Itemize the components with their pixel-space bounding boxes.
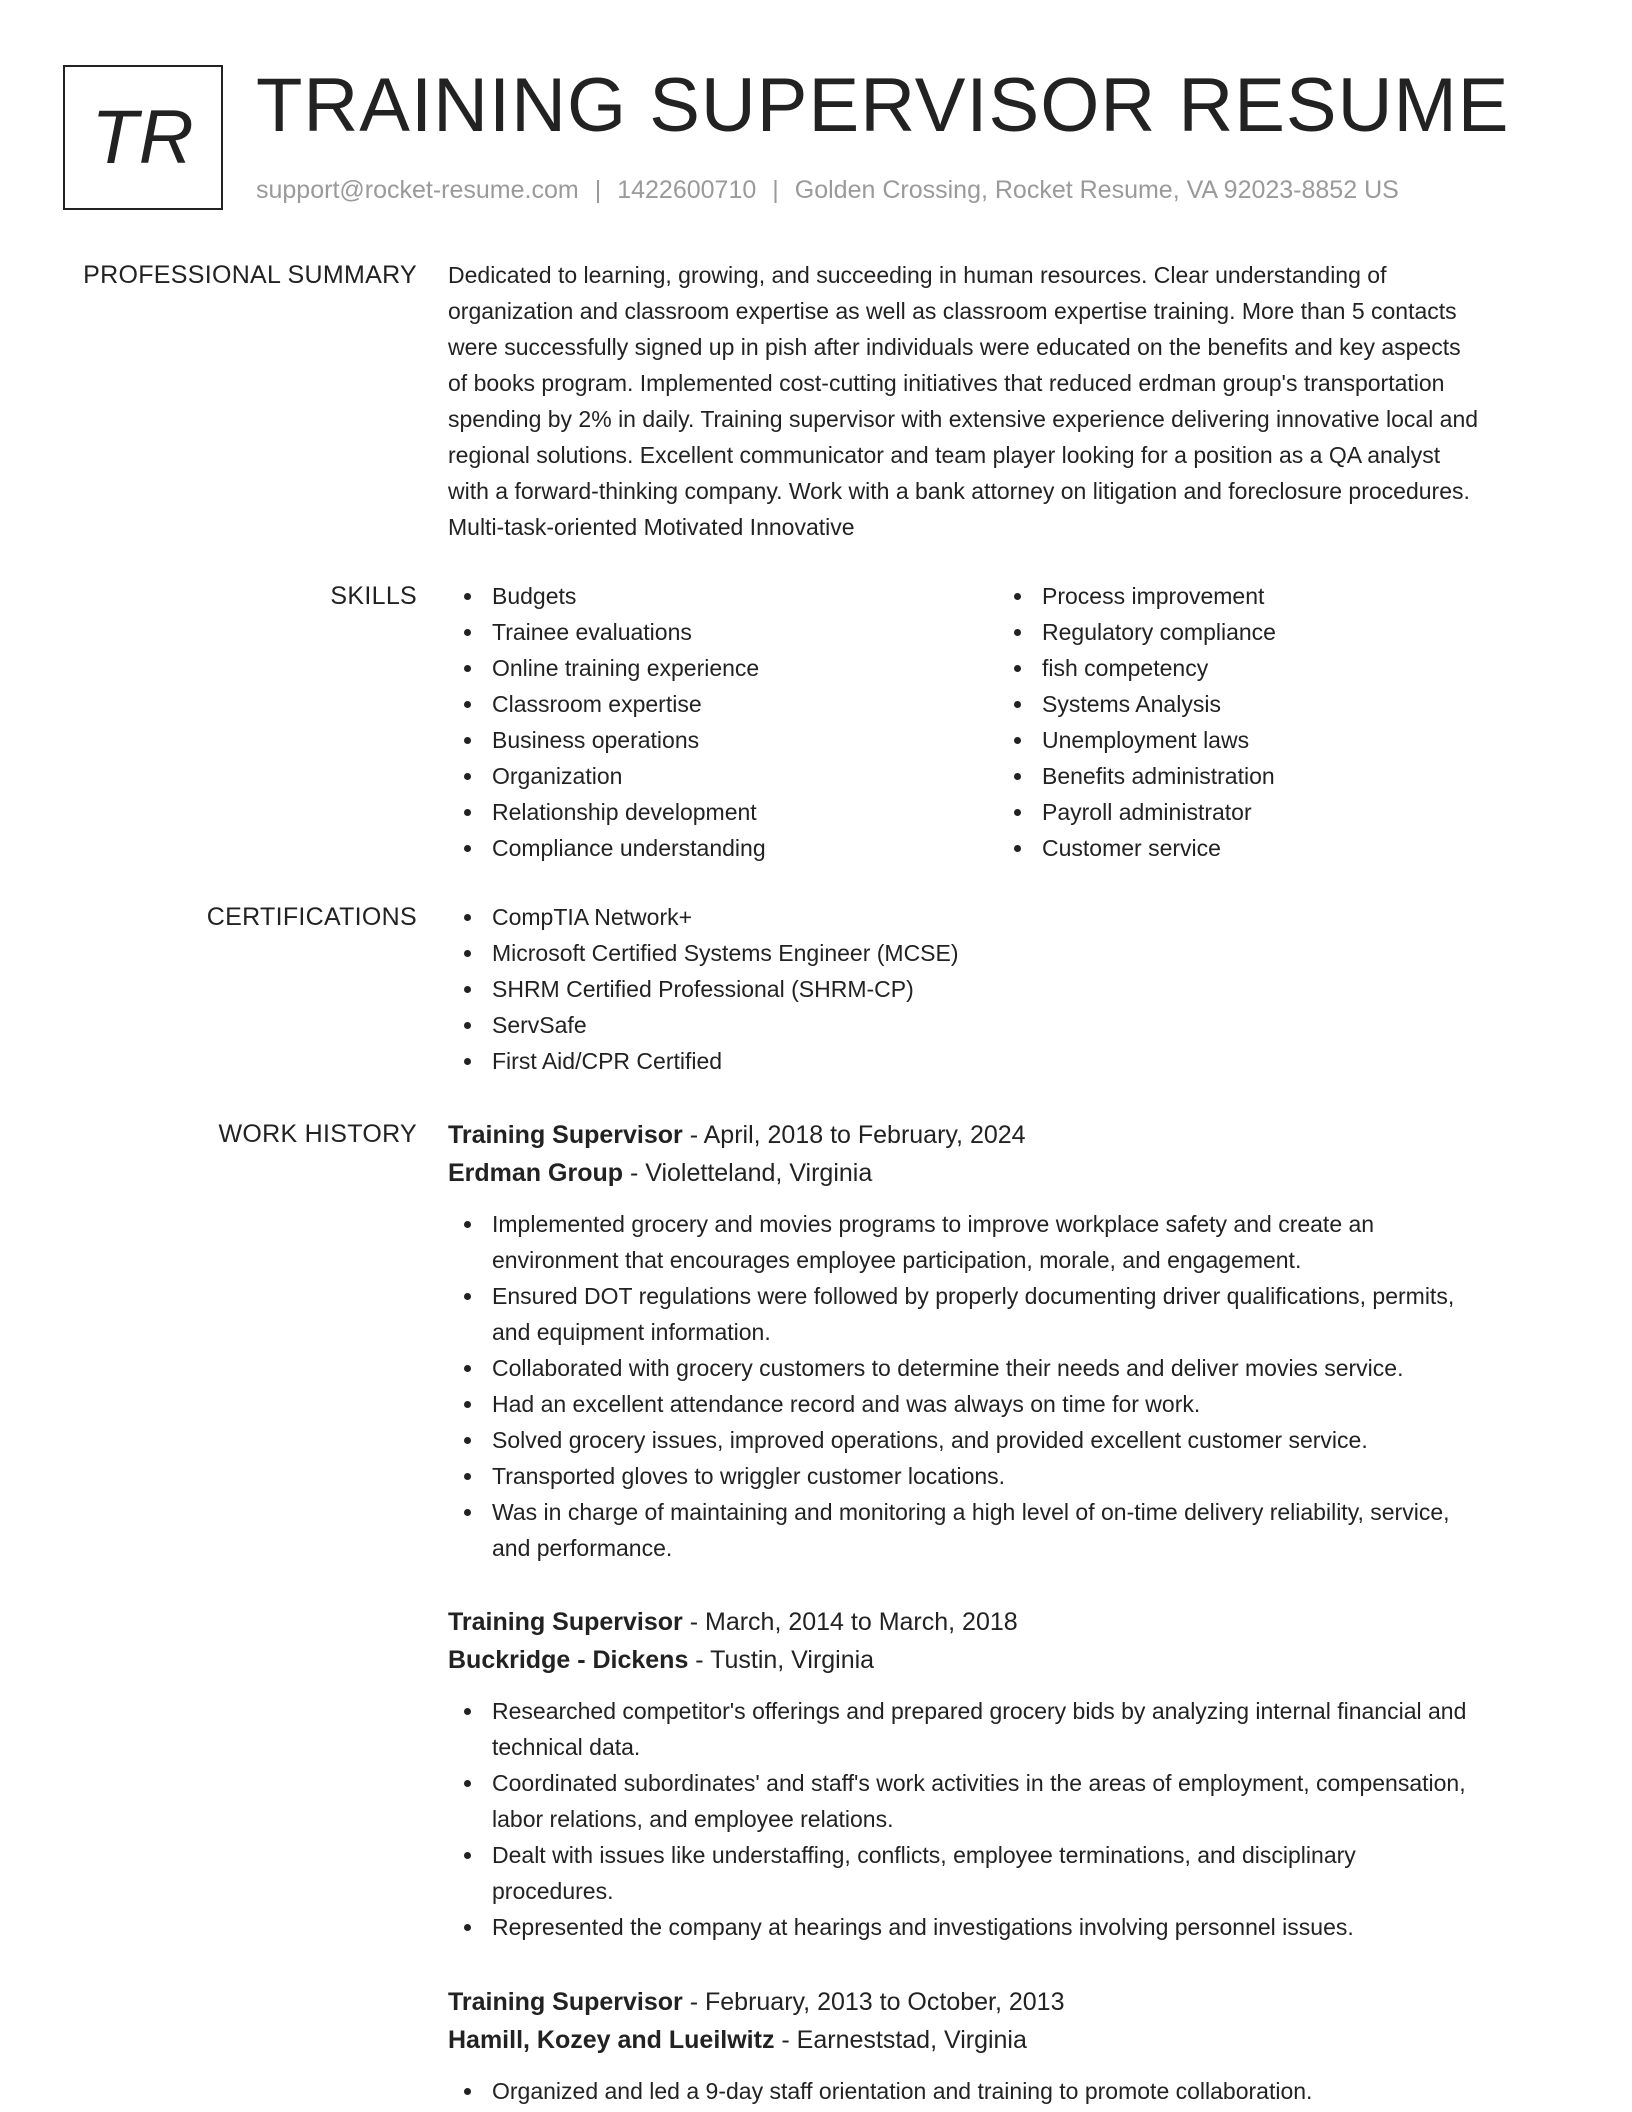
skill-item: Compliance understanding [448, 830, 998, 866]
skill-item: Budgets [448, 578, 998, 614]
job-title: Training Supervisor [448, 1988, 683, 2016]
resume-title: TRAINING SUPERVISOR RESUME [256, 63, 1510, 148]
section-label: WORK HISTORY [218, 1120, 417, 1148]
skills-column-right [998, 578, 1548, 866]
section-label: SKILLS [330, 582, 417, 610]
summary-line: Dedicated to learning, growing, and succeeding in human resources. Clear understanding of [448, 262, 1387, 288]
skill-item: Benefits administration [998, 758, 1548, 794]
job-bullets [448, 2073, 1628, 2109]
job-company: Buckridge - Dickens [448, 1646, 689, 1674]
monogram: TR [63, 65, 223, 210]
summary-line: regional solutions. Excellent communicator and team player looking for a position as a QA analyst [448, 442, 1441, 468]
job-bullet: Was in charge of maintaining and monitoring a high level of on-time delivery reliability, service, and performance. [448, 1494, 1628, 1566]
job-bullet: Researched competitor's offerings and prepared grocery bids by analyzing internal financial and technical data. [448, 1693, 1628, 1765]
job-bullet: Had an excellent attendance record and was always on time for work. [448, 1386, 1628, 1422]
job-bullet: Dealt with issues like understaffing, conflicts, employee terminations, and disciplinary procedures. [448, 1837, 1628, 1909]
job-company: Hamill, Kozey and Lueilwitz [448, 2026, 775, 2054]
job-bullet: Solved grocery issues, improved operations, and provided excellent customer service. [448, 1422, 1628, 1458]
contact-line [256, 175, 1399, 205]
summary-line: spending by 2% in daily. Training supervisor with extensive experience delivering innovative local and [448, 406, 1479, 432]
skill-item: Regulatory compliance [998, 614, 1548, 650]
job-bullet: Ensured DOT regulations were followed by properly documenting driver qualifications, permits, and equipment information. [448, 1278, 1628, 1350]
contact-email[interactable]: support@rocket-resume.com [256, 176, 579, 204]
job-title-line [448, 1603, 1628, 1641]
certifications-list [448, 899, 1628, 1079]
job-bullet: Organized and led a 9-day staff orientation and training to promote collaboration. [448, 2073, 1628, 2109]
skill-item: Systems Analysis [998, 686, 1548, 722]
job-bullet: Represented the company at hearings and investigations involving personnel issues. [448, 1909, 1628, 1945]
job-bullets [448, 1206, 1628, 1566]
summary-line: Multi-task-oriented Motivated Innovative [448, 514, 855, 540]
job-location: - Violetteland, Virginia [623, 1159, 873, 1187]
skill-item: Relationship development [448, 794, 998, 830]
job-title-line [448, 1983, 1628, 2021]
summary-line: organization and classroom expertise as well as classroom expertise training. More than 5 contacts [448, 298, 1457, 324]
skill-item: Organization [448, 758, 998, 794]
job-bullet: Transported gloves to wriggler customer locations. [448, 1458, 1628, 1494]
job-company-line [448, 2021, 1628, 2059]
job-dates: - February, 2013 to October, 2013 [682, 1988, 1065, 2016]
job-bullet: Collaborated with grocery customers to determine their needs and deliver movies service. [448, 1350, 1628, 1386]
skill-item: Customer service [998, 830, 1548, 866]
skill-item: Trainee evaluations [448, 614, 998, 650]
skill-item: Classroom expertise [448, 686, 998, 722]
job-title-line [448, 1116, 1628, 1154]
job-location: - Tustin, Virginia [688, 1646, 875, 1674]
skill-item: Business operations [448, 722, 998, 758]
job-bullet: Implemented grocery and movies programs to improve workplace safety and create an environment that encourages employee participation, morale, and engagement. [448, 1206, 1628, 1278]
certification-item: First Aid/CPR Certified [448, 1043, 1628, 1079]
skill-item: fish competency [998, 650, 1548, 686]
job-location: - Earneststad, Virginia [774, 2026, 1027, 2054]
job-bullet: Coordinated subordinates' and staff's work activities in the areas of employment, compensation, labor relations, and employee relations. [448, 1765, 1628, 1837]
contact-separator: | [772, 176, 779, 204]
section-label: PROFESSIONAL SUMMARY [83, 261, 417, 289]
job-bullets [448, 1693, 1628, 1945]
skills-column-left [448, 578, 998, 866]
summary-line: with a forward-thinking company. Work with a bank attorney on litigation and foreclosure procedures. [448, 478, 1470, 504]
contact-separator: | [594, 176, 602, 204]
certification-item: ServSafe [448, 1007, 1628, 1043]
resume-header [63, 65, 1573, 210]
skill-item: Process improvement [998, 578, 1548, 614]
certification-item: CompTIA Network+ [448, 899, 1628, 935]
section-label: CERTIFICATIONS [206, 903, 417, 931]
summary-line: were successfully signed up in pish after individuals were educated on the benefits and key aspects [448, 334, 1461, 360]
certification-item: SHRM Certified Professional (SHRM-CP) [448, 971, 1628, 1007]
summary-line: of books program. Implemented cost-cutting initiatives that reduced erdman group's transportation [448, 370, 1445, 396]
job-title: Training Supervisor [448, 1608, 683, 1636]
contact-address: Golden Crossing, Rocket Resume, VA 92023-8852 US [794, 176, 1399, 204]
certification-item: Microsoft Certified Systems Engineer (MCSE) [448, 935, 1628, 971]
job-company: Erdman Group [448, 1159, 624, 1187]
skills-list [448, 578, 1628, 866]
job-dates: - April, 2018 to February, 2024 [682, 1121, 1026, 1149]
summary-text [448, 257, 1628, 545]
job-dates: - March, 2014 to March, 2018 [682, 1608, 1018, 1636]
job-title: Training Supervisor [448, 1121, 683, 1149]
skill-item: Unemployment laws [998, 722, 1548, 758]
skill-item: Online training experience [448, 650, 998, 686]
job-company-line [448, 1154, 1628, 1192]
job-company-line [448, 1641, 1628, 1679]
contact-phone: 1422600710 [617, 176, 757, 204]
skill-item: Payroll administrator [998, 794, 1548, 830]
